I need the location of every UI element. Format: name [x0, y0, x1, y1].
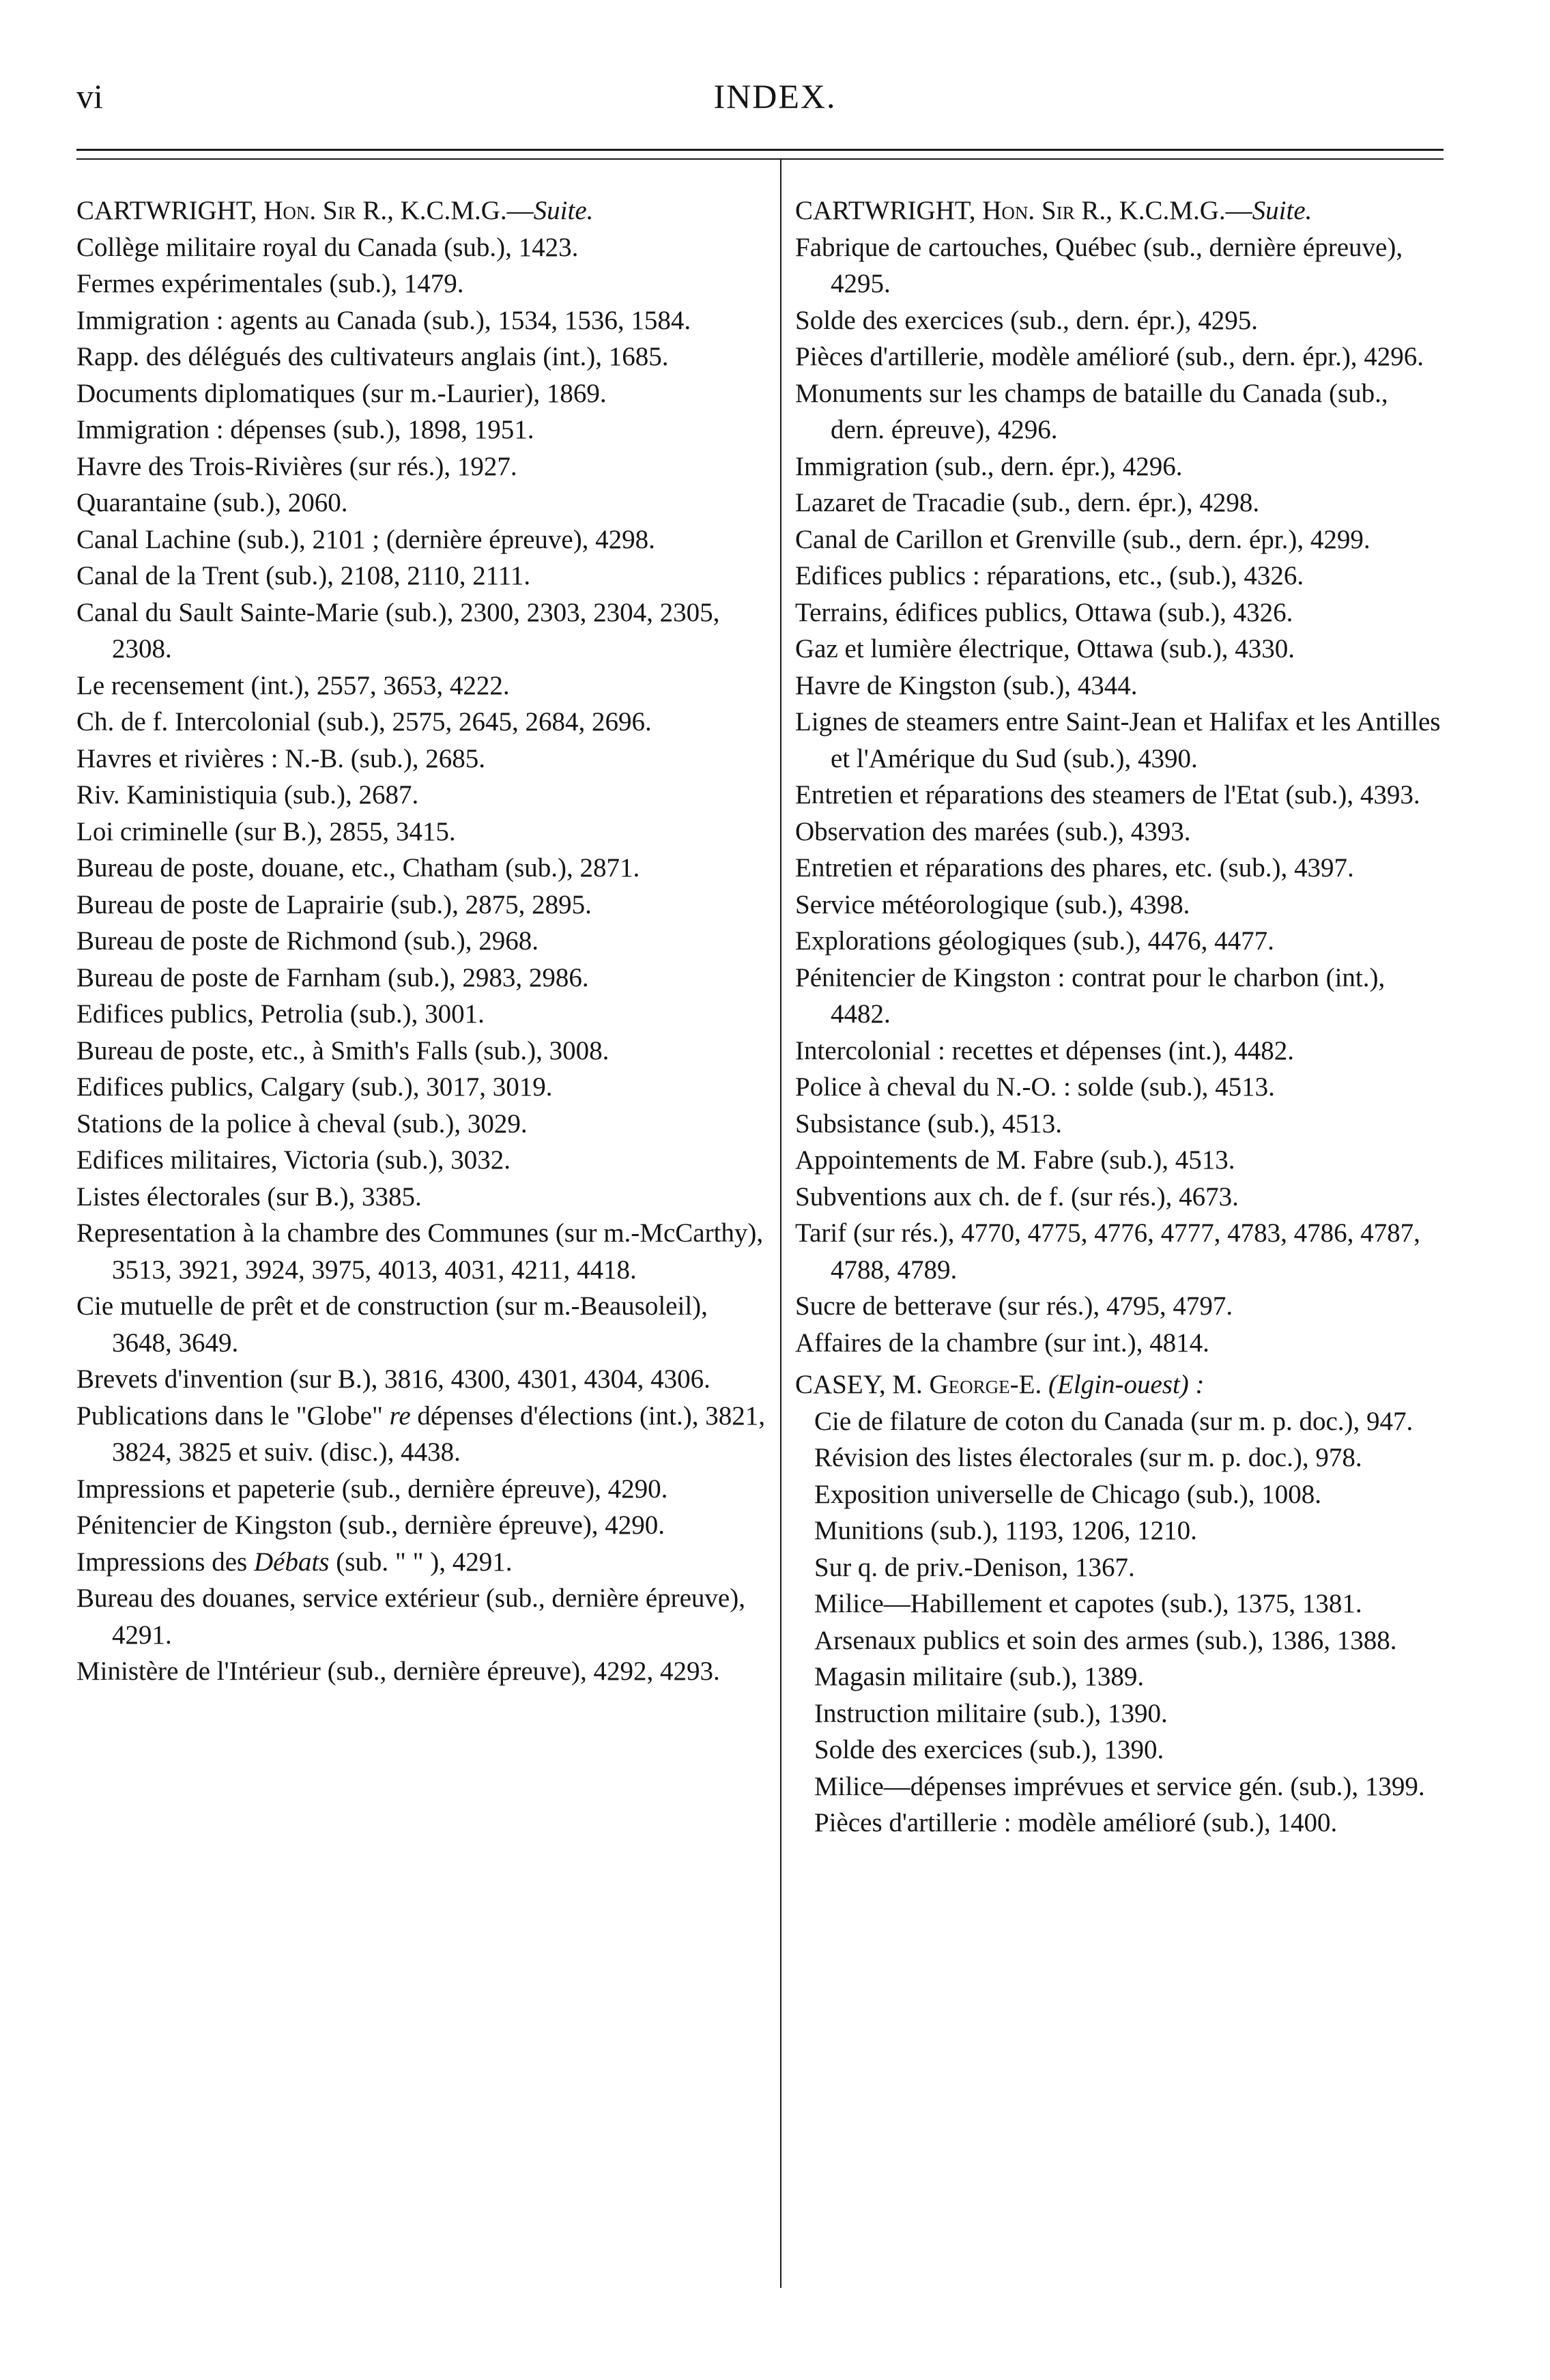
index-item: Pénitencier de Kingston : contrat pour le charbon (int.), 4482. [795, 962, 1386, 1029]
index-item: Edifices militaires, Victoria (sub.), 3032. [76, 1145, 511, 1175]
index-item: Cie de filature de coton du Canada (sur m. p. doc.), 947. [814, 1406, 1413, 1436]
index-item: Service météorologique (sub.), 4398. [795, 889, 1190, 919]
index-item: Exposition universelle de Chicago (sub.), 1008. [814, 1479, 1322, 1509]
heading-title: George-E. [929, 1370, 1042, 1399]
heading-name: CARTWRIGHT, [795, 196, 983, 225]
header-rule [76, 149, 1444, 151]
index-item: Canal Lachine (sub.), 2101 ; (dernière épreuve), 4298. [76, 524, 655, 554]
index-item: Entretien et réparations des steamers de l'Etat (sub.), 4393. [795, 780, 1420, 809]
left-column [76, 192, 766, 1690]
index-item: Quarantaine (sub.), 2060. [76, 488, 348, 517]
index-item: Le recensement (int.), 2557, 3653, 4222. [76, 670, 510, 700]
index-item: Milice—Habillement et capotes (sub.), 1375, 1381. [814, 1589, 1362, 1618]
index-item: Terrains, édifices publics, Ottawa (sub.), 4326. [795, 597, 1293, 627]
entry-heading [795, 192, 1444, 229]
index-item: Immigration : agents au Canada (sub.), 1534, 1536, 1584. [76, 305, 691, 335]
index-item: Sucre de betterave (sur rés.), 4795, 4797. [795, 1291, 1233, 1321]
index-item: Fabrique de cartouches, Québec (sub., dernière épreuve), 4295. [795, 232, 1403, 298]
index-item: Edifices publics : réparations, etc., (sub.), 4326. [795, 561, 1304, 590]
index-item: Lazaret de Tracadie (sub., dern. épr.), 4298. [795, 488, 1260, 517]
index-item: Subventions aux ch. de f. (sur rés.), 4673. [795, 1181, 1239, 1211]
index-item: Solde des exercices (sub., dern. épr.), 4295. [795, 305, 1258, 335]
index-item: Explorations géologiques (sub.), 4476, 4477. [795, 926, 1274, 956]
heading-suite: Suite. [533, 196, 594, 225]
page-number: vi [76, 77, 103, 115]
column-divider [780, 158, 781, 2288]
index-item: Brevets d'invention (sur B.), 3816, 4300, 4301, 4304, 4306. [76, 1364, 711, 1394]
index-item: Impressions des Débats (sub. " " ), 4291. [76, 1547, 513, 1577]
index-list [795, 1403, 1444, 1841]
heading-rest: R., K.C.M.G.— [356, 196, 534, 225]
index-item: Tarif (sur rés.), 4770, 4775, 4776, 4777, 4783, 4786, 4787, 4788, 4789. [795, 1218, 1420, 1285]
italic-word: re [389, 1401, 411, 1431]
index-item: Instruction militaire (sub.), 1390. [814, 1698, 1168, 1728]
index-item: Pièces d'artillerie : modèle amélioré (sub.), 1400. [814, 1808, 1338, 1837]
index-item: Bureau de poste de Farnham (sub.), 2983, 2986. [76, 962, 589, 992]
index-item: Pénitencier de Kingston (sub., dernière épreuve), 4290. [76, 1510, 665, 1540]
index-item: Publications dans le "Globe" re dépenses d'élections (int.), 3821, 3824, 3825 et suiv. (disc.), 4438. [76, 1401, 765, 1467]
heading-suite: Suite. [1252, 196, 1312, 225]
index-item: Appointements de M. Fabre (sub.), 4513. [795, 1145, 1235, 1175]
entry-heading [795, 1366, 1444, 1403]
index-list [76, 229, 766, 1690]
index-item: Monuments sur les champs de bataille du Canada (sub., dern. épreuve), 4296. [795, 378, 1388, 444]
index-item: Edifices publics, Calgary (sub.), 3017, 3019. [76, 1072, 553, 1102]
index-item: Solde des exercices (sub.), 1390. [814, 1735, 1164, 1764]
heading-constituency: (Elgin-ouest) : [1048, 1370, 1205, 1399]
index-item: Intercolonial : recettes et dépenses (int.), 4482. [795, 1035, 1294, 1065]
index-item: Impressions et papeterie (sub., dernière épreuve), 4290. [76, 1474, 668, 1504]
index-item: Listes électorales (sur B.), 3385. [76, 1181, 422, 1211]
index-item: Observation des marées (sub.), 4393. [795, 816, 1191, 846]
index-item: Milice—dépenses imprévues et service gén. (sub.), 1399. [814, 1771, 1425, 1801]
header-rule-thin [76, 158, 1444, 160]
index-item: Police à cheval du N.-O. : solde (sub.), 4513. [795, 1072, 1275, 1102]
index-item: Bureau de poste de Laprairie (sub.), 2875, 2895. [76, 889, 592, 919]
index-item: Révision des listes électorales (sur m. p. doc.), 978. [814, 1443, 1362, 1472]
index-item: Representation à la chambre des Communes (sur m.-McCarthy), 3513, 3921, 3924, 3975, 4013, 4031, 4211, 4418. [76, 1218, 764, 1285]
index-item: Bureau des douanes, service extérieur (sub., dernière épreuve), 4291. [76, 1583, 745, 1650]
index-item: Canal de la Trent (sub.), 2108, 2110, 2111. [76, 561, 531, 590]
index-item: Subsistance (sub.), 4513. [795, 1108, 1063, 1138]
heading-name: CASEY, M. [795, 1370, 930, 1399]
index-item: Magasin militaire (sub.), 1389. [814, 1662, 1145, 1691]
right-column [795, 192, 1444, 1841]
index-item: Edifices publics, Petrolia (sub.), 3001. [76, 999, 485, 1029]
index-item: Loi criminelle (sur B.), 2855, 3415. [76, 816, 456, 846]
entry-heading [76, 192, 766, 229]
index-item: Riv. Kaministiquia (sub.), 2687. [76, 780, 419, 809]
index-item: Collège militaire royal du Canada (sub.), 1423. [76, 232, 579, 262]
index-item: Munitions (sub.), 1193, 1206, 1210. [814, 1516, 1197, 1545]
index-item: Lignes de steamers entre Saint-Jean et Halifax et les Antilles et l'Amérique du Sud (sub.), 4390. [795, 707, 1441, 773]
heading-title: Hon. Sir [263, 196, 356, 225]
index-item: Bureau de poste, etc., à Smith's Falls (sub.), 3008. [76, 1035, 609, 1065]
index-item: Sur q. de priv.-Denison, 1367. [814, 1552, 1135, 1582]
italic-word: Débats [253, 1547, 330, 1577]
heading-name: CARTWRIGHT, [76, 196, 264, 225]
index-item: Pièces d'artillerie, modèle amélioré (sub., dern. épr.), 4296. [795, 342, 1424, 371]
index-item: Entretien et réparations des phares, etc. (sub.), 4397. [795, 853, 1354, 883]
index-item: Gaz et lumière électrique, Ottawa (sub.), 4330. [795, 634, 1295, 663]
running-head: INDEX. [713, 77, 837, 115]
index-item: Havre des Trois-Rivières (sur rés.), 1927. [76, 451, 517, 481]
index-item: Fermes expérimentales (sub.), 1479. [76, 269, 464, 298]
index-item: Immigration : dépenses (sub.), 1898, 1951. [76, 415, 534, 444]
index-item: Immigration (sub., dern. épr.), 4296. [795, 451, 1183, 481]
index-list [795, 229, 1444, 1362]
index-item: Ministère de l'Intérieur (sub., dernière épreuve), 4292, 4293. [76, 1657, 720, 1686]
index-item: Rapp. des délégués des cultivateurs anglais (int.), 1685. [76, 342, 669, 371]
heading-title: Hon. Sir [982, 196, 1075, 225]
index-item: Affaires de la chambre (sur int.), 4814. [795, 1328, 1209, 1358]
index-item: Arsenaux publics et soin des armes (sub.), 1386, 1388. [814, 1625, 1397, 1655]
index-item: Canal du Sault Sainte-Marie (sub.), 2300, 2303, 2304, 2305, 2308. [76, 597, 720, 663]
heading-rest: R., K.C.M.G.— [1074, 196, 1252, 225]
index-item: Havres et rivières : N.-B. (sub.), 2685. [76, 743, 485, 773]
index-item: Bureau de poste, douane, etc., Chatham (sub.), 2871. [76, 853, 640, 883]
index-item: Ch. de f. Intercolonial (sub.), 2575, 2645, 2684, 2696. [76, 707, 652, 736]
index-item: Havre de Kingston (sub.), 4344. [795, 670, 1138, 700]
index-item: Stations de la police à cheval (sub.), 3029. [76, 1108, 528, 1138]
index-item: Documents diplomatiques (sur m.-Laurier), 1869. [76, 378, 607, 408]
index-item: Canal de Carillon et Grenville (sub., dern. épr.), 4299. [795, 524, 1370, 554]
index-item: Cie mutuelle de prêt et de construction (sur m.-Beausoleil), 3648, 3649. [76, 1291, 708, 1358]
index-item: Bureau de poste de Richmond (sub.), 2968. [76, 926, 539, 956]
